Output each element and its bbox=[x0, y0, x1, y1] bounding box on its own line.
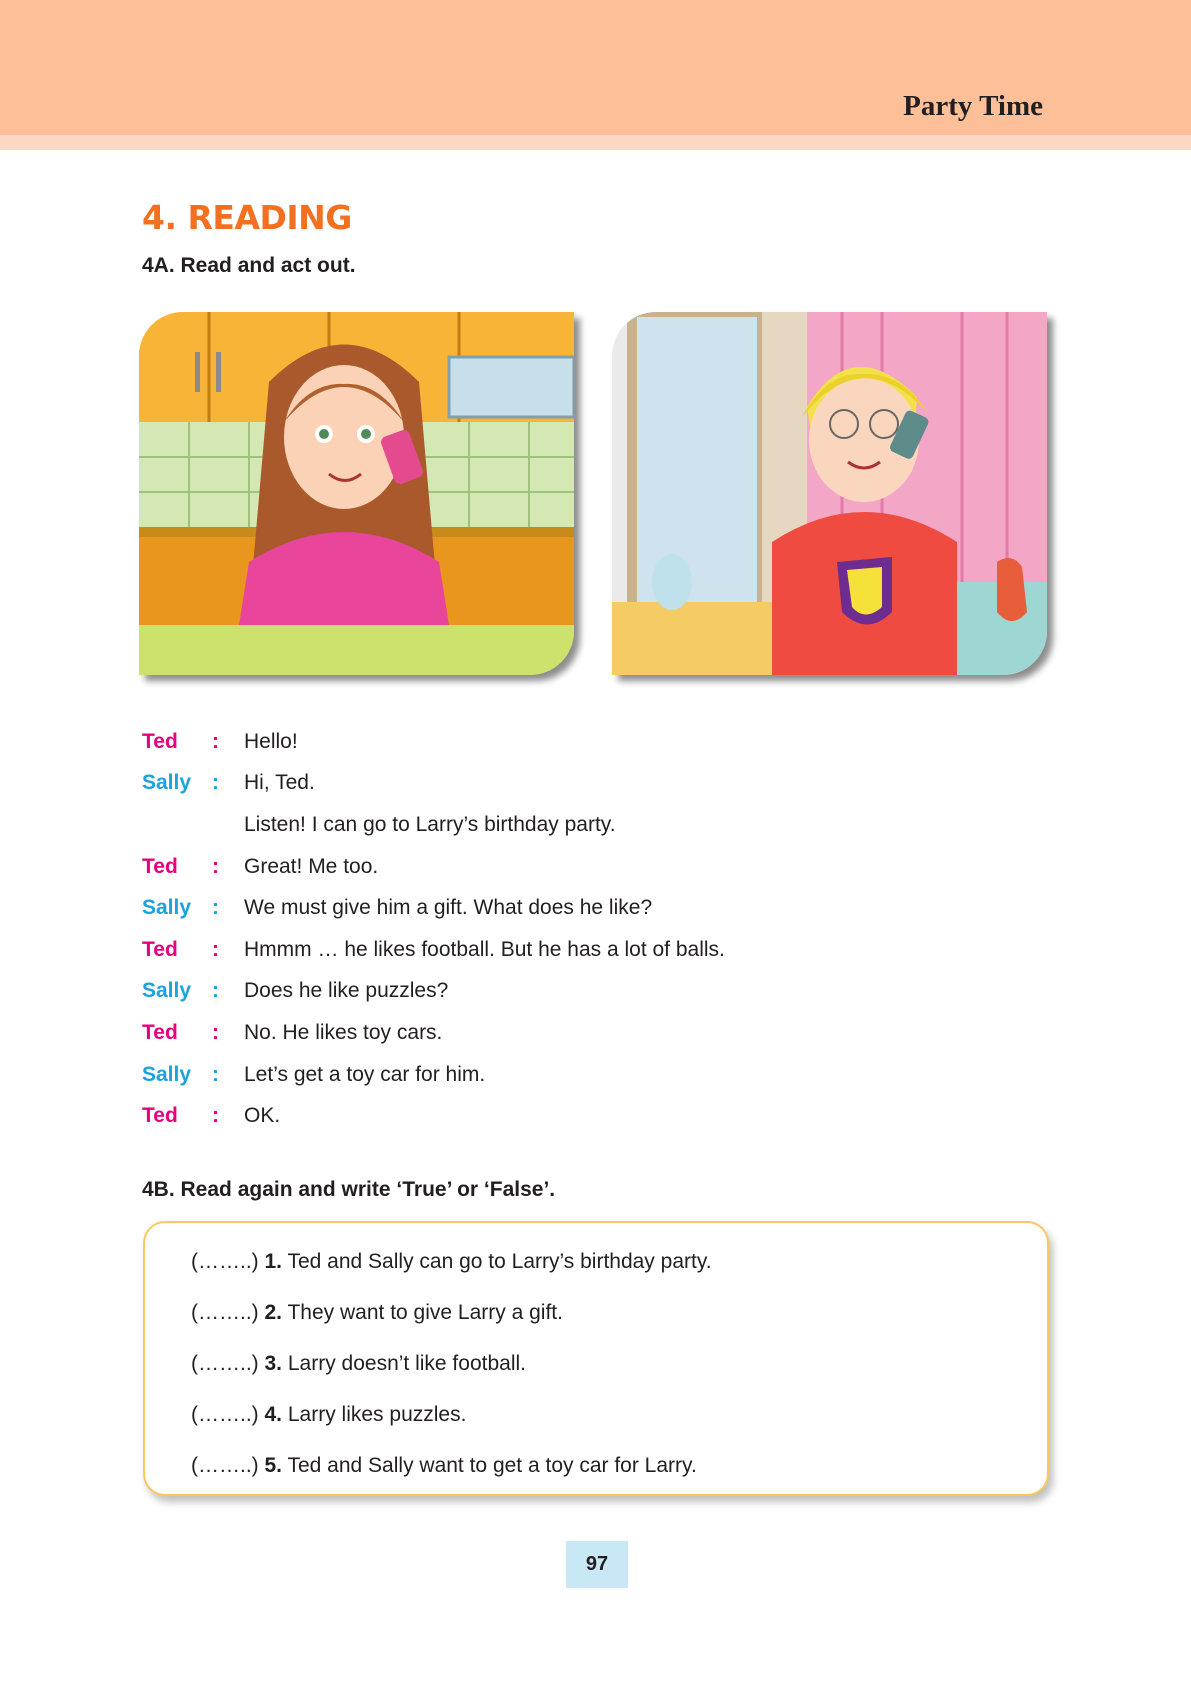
speaker-name: Sally bbox=[142, 1062, 192, 1086]
dialogue bbox=[142, 721, 1042, 1137]
speaker-colon: : bbox=[212, 937, 219, 961]
answer-blank[interactable]: (……..) bbox=[191, 1403, 259, 1426]
speech-text: Hmmm … he likes football. But he has a lot of balls. bbox=[244, 937, 725, 961]
speaker-name: Ted bbox=[142, 937, 178, 961]
speech-text: We must give him a gift. What does he like? bbox=[244, 896, 653, 920]
section-title: 4. READING bbox=[142, 198, 352, 237]
speaker-name: Ted bbox=[142, 854, 178, 878]
item-statement: Larry likes puzzles. bbox=[287, 1403, 467, 1426]
item-number: 3. bbox=[264, 1352, 283, 1375]
dialogue-line bbox=[142, 846, 1042, 888]
unit-title: Party Time bbox=[903, 90, 1043, 122]
speaker-name: Ted bbox=[142, 729, 178, 753]
dialogue-line bbox=[142, 929, 1042, 971]
part-b-heading: 4B. Read again and write ‘True’ or ‘False’. bbox=[142, 1178, 556, 1201]
header-strip bbox=[0, 135, 1191, 150]
speaker-name: Sally bbox=[142, 771, 192, 795]
speaker-colon: : bbox=[212, 771, 219, 795]
speaker-colon: : bbox=[212, 896, 219, 920]
dialogue-line bbox=[142, 721, 1042, 763]
true-false-box bbox=[143, 1221, 1049, 1496]
item-statement: Ted and Sally want to get a toy car for Larry. bbox=[287, 1454, 697, 1477]
true-false-item bbox=[191, 1250, 712, 1274]
item-number: 2. bbox=[264, 1301, 283, 1324]
speaker-colon: : bbox=[212, 1104, 219, 1128]
answer-blank[interactable]: (……..) bbox=[191, 1301, 259, 1324]
true-false-item bbox=[191, 1301, 563, 1325]
item-statement: Larry doesn’t like football. bbox=[287, 1352, 526, 1375]
speaker-colon: : bbox=[212, 1020, 219, 1044]
speech-text: Hello! bbox=[244, 729, 298, 753]
dialogue-line bbox=[142, 763, 1042, 805]
speaker-name: Sally bbox=[142, 896, 192, 920]
speech-text: OK. bbox=[244, 1104, 281, 1128]
speech-text: Does he like puzzles? bbox=[244, 979, 449, 1003]
ted-on-phone-illustration bbox=[612, 312, 1047, 675]
true-false-item bbox=[191, 1454, 697, 1478]
item-number: 1. bbox=[264, 1250, 283, 1273]
speech-text: Let’s get a toy car for him. bbox=[244, 1062, 486, 1086]
answer-blank[interactable]: (……..) bbox=[191, 1352, 259, 1375]
dialogue-line bbox=[142, 1054, 1042, 1096]
dialogue-line bbox=[142, 1012, 1042, 1054]
speaker-name: Ted bbox=[142, 1104, 178, 1128]
speech-text: Great! Me too. bbox=[244, 854, 379, 878]
page-number: 97 bbox=[566, 1541, 628, 1588]
answer-blank[interactable]: (……..) bbox=[191, 1250, 259, 1273]
speaker-colon: : bbox=[212, 979, 219, 1003]
dialogue-line bbox=[142, 804, 1042, 846]
speech-text: Listen! I can go to Larry’s birthday party. bbox=[244, 812, 616, 836]
dialogue-line bbox=[142, 971, 1042, 1013]
dialogue-line bbox=[142, 1095, 1042, 1137]
speech-text: Hi, Ted. bbox=[244, 771, 315, 795]
item-number: 4. bbox=[264, 1403, 283, 1426]
item-statement: They want to give Larry a gift. bbox=[287, 1301, 563, 1324]
speaker-colon: : bbox=[212, 729, 219, 753]
true-false-item bbox=[191, 1403, 466, 1427]
speaker-name: Sally bbox=[142, 979, 192, 1003]
speech-text: No. He likes toy cars. bbox=[244, 1020, 443, 1044]
speaker-colon: : bbox=[212, 1062, 219, 1086]
speaker-colon: : bbox=[212, 854, 219, 878]
item-number: 5. bbox=[264, 1454, 283, 1477]
true-false-item bbox=[191, 1352, 526, 1376]
part-a-heading: 4A. Read and act out. bbox=[142, 254, 356, 277]
dialogue-line bbox=[142, 887, 1042, 929]
item-statement: Ted and Sally can go to Larry’s birthday party. bbox=[287, 1250, 712, 1273]
answer-blank[interactable]: (……..) bbox=[191, 1454, 259, 1477]
speaker-name: Ted bbox=[142, 1020, 178, 1044]
sally-on-phone-illustration bbox=[139, 312, 574, 675]
